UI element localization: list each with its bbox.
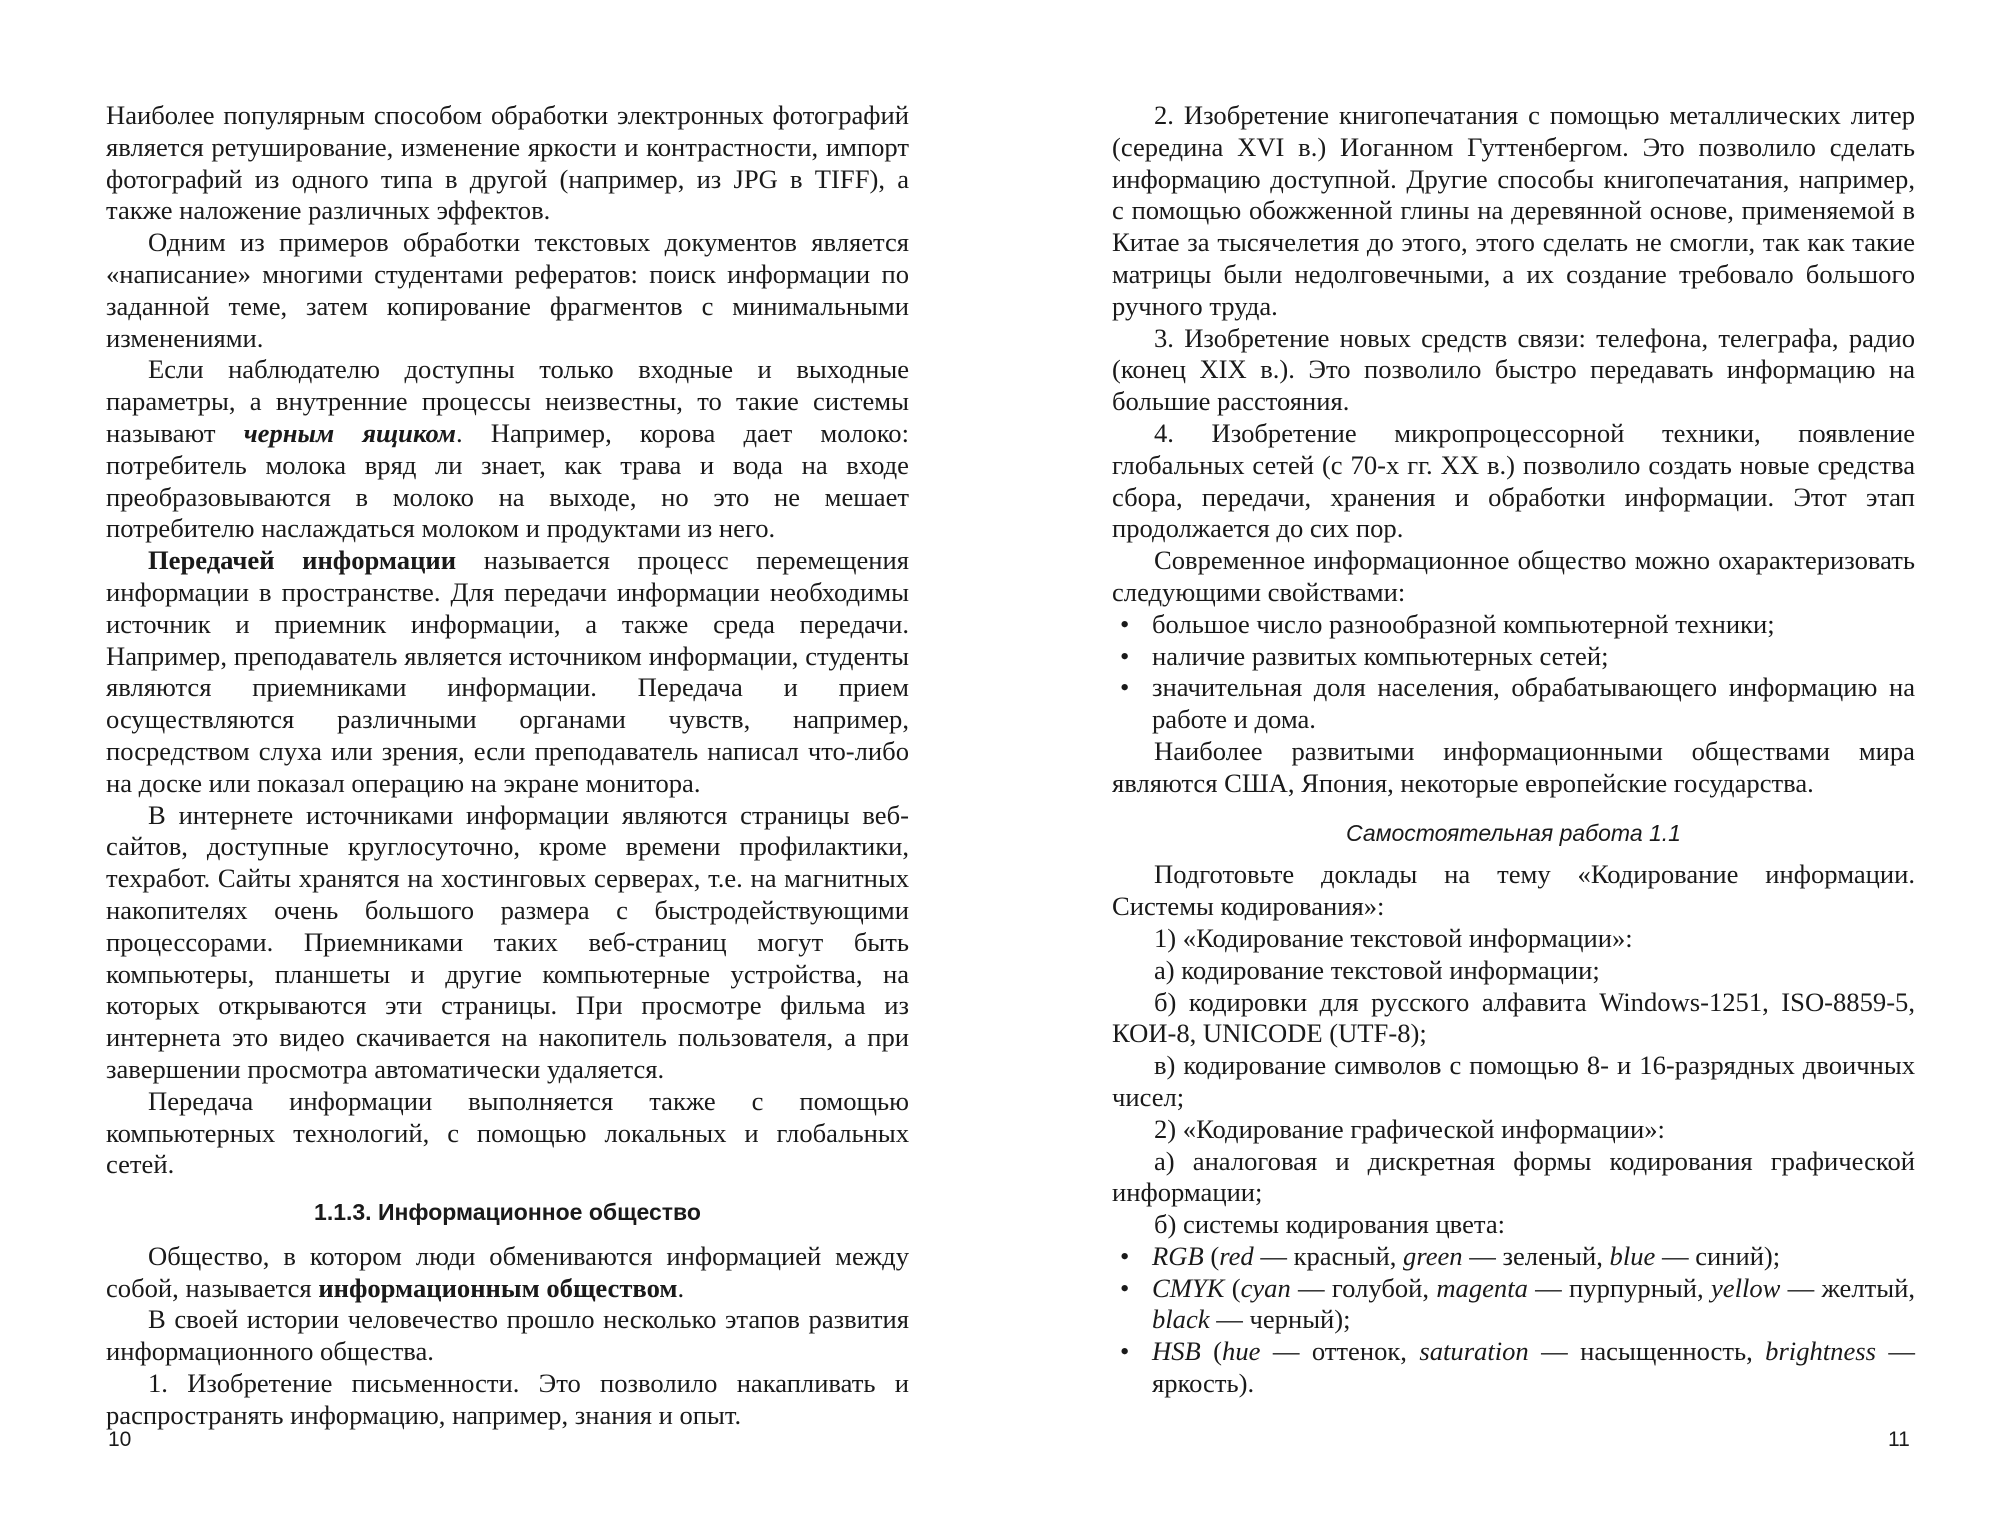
paragraph: б) системы кодирования цвета: xyxy=(1154,1209,1506,1240)
paragraph: Общество, в котором люди обмениваются информацией между собой, называется информационным обществом. xyxy=(106,1240,909,1303)
page-number-right: 11 xyxy=(1888,1428,1910,1451)
list-item: • наличие развитых компьютерных сетей; xyxy=(1112,641,1915,673)
paragraph: Если наблюдателю доступны только входные и выходные параметры, а внутренние процессы неизвестны, то такие системы называют черным ящиком. Например, корова дает молоко: потребитель молока вряд ли знает, как трава и вода на входе преобразовываются в молоко на выходе, но это не мешает потребителю наслаждаться молоком и продуктами из него. xyxy=(106,354,909,544)
page-number-left: 10 xyxy=(108,1428,132,1451)
paragraph: В своей истории человечество прошло несколько этапов развития информационного общества. xyxy=(106,1304,909,1367)
section-heading: 1.1.3. Информационное общество xyxy=(314,1199,701,1226)
paragraph: 3. Изобретение новых средств связи: телефона, телеграфа, радио (конец XIX в.). Это позволило быстро передавать информацию на большие расстояния. xyxy=(1112,322,1915,417)
paragraph: 2) «Кодирование графической информации»: xyxy=(1154,1113,1665,1144)
list-item: • значительная доля населения, обрабатывающего информацию на работе и дома. xyxy=(1112,672,1915,736)
list-item: • большое число разнообразной компьютерной техники; xyxy=(1112,609,1915,641)
list-item-rgb: • RGB (red — красный, green — зеленый, blue — синий); xyxy=(1112,1241,1915,1273)
list-item-hsb: • HSB (hue — оттенок, saturation — насыщенность, brightness — яркость). xyxy=(1112,1336,1915,1400)
paragraph: а) аналоговая и дискретная формы кодирования графической информации; xyxy=(1112,1145,1915,1208)
exercise-heading: Самостоятельная работа 1.1 xyxy=(1346,819,1681,846)
paragraph: Передачей информации называется процесс перемещения информации в пространстве. Для передачи информации необходимы источник и приемник информации, а также среда передачи. Например, преподаватель является источником информации, студенты являются приемниками информации. Передача и прием осуществляются различными органами чувств, например, посредством слуха или зрения, если преподаватель написал что-либо на доске или показал операцию на экране монитора. xyxy=(106,545,909,798)
paragraph: Наиболее развитыми информационными обществами мира являются США, Япония, некоторые европейские государства. xyxy=(1112,735,1915,798)
paragraph: Наиболее популярным способом обработки электронных фотографий является ретуширование, изменение яркости и контрастности, импорт фотографий из одного типа в другой (например, из JPG в TIFF), а также наложение различных эффектов. xyxy=(106,100,909,226)
left-page xyxy=(106,100,909,1432)
term-information-society: информационным обществом xyxy=(318,1272,678,1303)
paragraph: В интернете источниками информации являются страницы веб-сайтов, доступные круглосуточно, кроме времени профилактики, техработ. Сайты хранятся на хостинговых серверах, т.е. на магнитных накопителях очень большого размера с быстродействующими процессорами. Приемниками таких веб-страниц могут быть компьютеры, планшеты и другие компьютерные устройства, на которых открываются эти страницы. При просмотре фильма из интернета это видео скачивается на накопитель пользователя, а при завершении просмотра автоматически удаляется. xyxy=(106,799,909,1084)
paragraph: Подготовьте доклады на тему «Кодирование информации. Системы кодирования»: xyxy=(1112,859,1915,922)
paragraph: 2. Изобретение книгопечатания с помощью металлических литер (середина XVI в.) Иоганном Гуттенбергом. Это позволило сделать информацию доступной. Другие способы книгопечатания, например, с помощью обожженной глины на деревянной основе, применяемой в Китае за тысячелетия до этого, этого сделать не смогли, так как такие матрицы были недолговечными, а их создание требовало большого ручного труда. xyxy=(1112,100,1915,321)
paragraph: 1) «Кодирование текстовой информации»: xyxy=(1154,922,1633,953)
term-information-transfer: Передачей информации xyxy=(148,545,457,576)
paragraph: Передача информации выполняется также с помощью компьютерных технологий, с помощью локальных и глобальных сетей. xyxy=(106,1085,909,1180)
bullet-list xyxy=(1112,609,1915,736)
list-item-cmyk: • CMYK (cyan — голубой, magenta — пурпурный, yellow — желтый, black — черный); xyxy=(1112,1273,1915,1337)
color-model-list xyxy=(1112,1241,1915,1400)
paragraph: 4. Изобретение микропроцессорной техники, появление глобальных сетей (с 70-х гг. XX в.) позволило создать новые средства сбора, передачи, хранения и обработки информации. Этот этап продолжается до сих пор. xyxy=(1112,417,1915,544)
term-black-box: черным ящиком xyxy=(243,417,456,448)
paragraph: Одним из примеров обработки текстовых документов является «написание» многими студентами рефератов: поиск информации по заданной теме, затем копирование фрагментов с минимальными изменениями. xyxy=(106,227,909,353)
paragraph: а) кодирование текстовой информации; xyxy=(1154,954,1600,985)
paragraph: в) кодирование символов с помощью 8- и 16-разрядных двоичных чисел; xyxy=(1112,1050,1915,1112)
paragraph: 1. Изобретение письменности. Это позволило накапливать и распространять информацию, например, знания и опыт. xyxy=(106,1368,909,1430)
paragraph: б) кодировки для русского алфавита Windows-1251, ISO-8859-5, КОИ-8, UNICODE (UTF-8); xyxy=(1112,986,1915,1049)
right-page xyxy=(1112,100,1915,1400)
paragraph: Современное информационное общество можно охарактеризовать следующими свойствами: xyxy=(1112,545,1915,607)
